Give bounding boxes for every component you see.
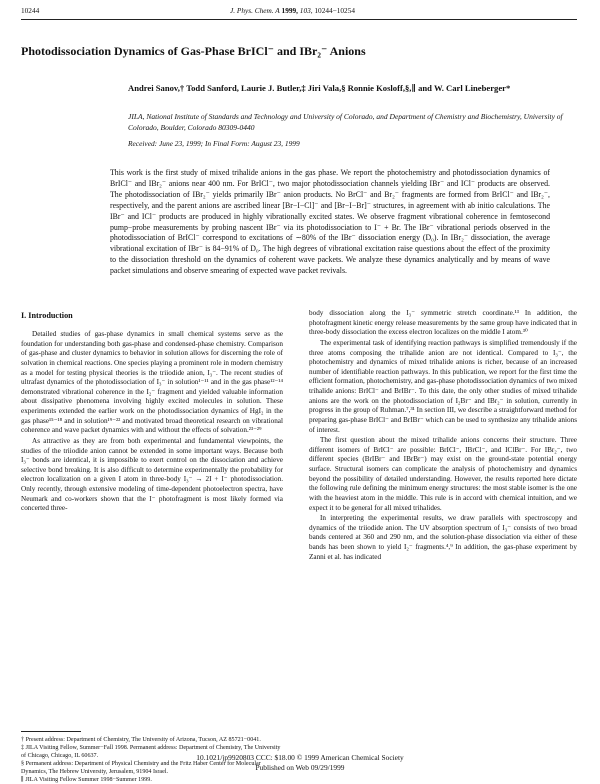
paragraph: In interpreting the experimental results, we draw parallels with spectroscopy and dynamics of the triiodide anion. The UV absorption spectrum of I₃⁻ consists of two broad bands centered at 360 and 290 nm, and the solution-phase dissociation via either of these bands has been shown to yield I₂⁻ fragments.⁴,⁹ In addition, the gas-phase experiment by Zanni et al. has indicated: [309, 514, 577, 561]
published-date: Published on Web 09/29/1999: [255, 762, 345, 772]
journal-year: 1999,: [281, 6, 298, 15]
column-right: [309, 309, 577, 562]
affiliation: JILA, National Institute of Standards and Technology and University of Colorado, and Department of Chemistry and Biochemistry, University of Colorado, Boulder, Colorado 80309-0440: [128, 112, 563, 132]
paragraph: The first question about the mixed trihalide anions concerns their structure. Three different isomers of BrICl⁻ are possible: BrICl⁻, IBrCl⁻, and IClBr⁻. For IBr₂⁻, two different species (BrIBr⁻ and IBrBr⁻) may exist on the ground-state potential energy surface. Structural isomers can complicate the analysis of photochemistry and dynamics beyond the possibility of detailed understanding. However, the results reported here dictate the following rule defining the minimum energy structures: the most stable isomer is the one with the heaviest atom in the middle. This rule is in accord with chemical intuition, and we expect it to be general for all mixed trihalides.: [309, 436, 577, 512]
paragraph: As attractive as they are from both experimental and fundamental viewpoints, the studies of the triiodide anion cannot be extended in some important ways. Because both I₃⁻ bonds are identical, it is impossible to exert control on the dissociation and achieve selective bond breaking. It is also difficult to determine experimentally the probability for electron localization on a given I atom in three-body I₃⁻ → 2I + I⁻ photodissociation. Only recently, through extensive modeling of time-dependent photoelectron spectra, have Neumark and co-workers shown that the I⁻ photofragment is most likely formed via concerted three-: [21, 436, 283, 513]
section-heading: I. Introduction: [21, 311, 73, 320]
column-left: [21, 330, 283, 514]
paragraph: body dissociation along the I₃⁻ symmetric stretch coordinate.¹³ In addition, the photofragment kinetic energy release measurements by the same group have indicated that in three-body dissociation the excess electron localizes on the middle I atom.³⁰: [309, 309, 577, 337]
article-title: Photodissociation Dynamics of Gas-Phase BrICl⁻ and IBr₂⁻ Anions: [21, 44, 366, 58]
header-rule: [21, 19, 577, 20]
footnote: ∥ JILA Visiting Fellow Summer 1998−Summer 1999.: [21, 777, 152, 783]
journal-volume: 103,: [299, 6, 313, 15]
doi-copyright-line: 10.1021/jp9920803 CCC: $18.00 © 1999 American Chemical Society: [196, 753, 404, 762]
journal-citation: [230, 6, 355, 15]
footnote: § Permanent address: Department of Physical Chemistry and the Fritz Haber Center for Molecular Dynamics, The Hebrew University, Jerusalem, 91904 Israel.: [21, 761, 261, 775]
received-dates: Received: June 23, 1999; In Final Form: August 23, 1999: [128, 139, 300, 148]
paragraph: Detailed studies of gas-phase dynamics in small chemical systems serve as the foundation for understanding both gas-phase and condensed-phase chemistry. Comparison of gas-phase and cluster dynamics to behavior in solution allows for discerning the role of solvation in chemical reactions. One species playing a prominent role in modern chemistry as a model for testing physical theories is the triiodide anion, I₃⁻. The recent studies of ultrafast dynamics of the photodissociation of I₃⁻ in solution¹⁻¹¹ and in the gas phase¹²⁻¹⁴ demonstrated vibrational coherence in the I₂⁻ fragment and yielded valuable information about dissipative phenomena involving highly excited molecules in solution. These experiments extended the earlier work on the photodissociation dynamics of HgI₂ in the gas phase¹⁵⁻¹⁸ and in solution¹⁹⁻²² and motivated broad theoretical research on vibrational coherence and wave packet dynamics with and without the effects of solvation.²³⁻²⁹: [21, 330, 283, 435]
footnote-rule: [21, 731, 81, 732]
footnote: ‡ JILA Visiting Fellow, Summer−Fall 1998. Permanent address: Department of Chemistry, The University of Chicago, Chicago, IL 60637.: [21, 745, 281, 759]
page-number: 10244: [21, 6, 40, 15]
journal-name: J. Phys. Chem. A: [230, 6, 280, 15]
journal-pages: 10244−10254: [314, 6, 356, 15]
author-list: Andrei Sanov,† Todd Sanford, Laurie J. Butler,‡ Jiri Vala,§ Ronnie Kosloff,§,∥ and W. Carl Lineberger*: [128, 83, 511, 93]
footnote: † Present address: Department of Chemistry, The University of Arizona, Tucson, AZ 85721−0041.: [21, 737, 261, 743]
page-footer: [100, 753, 500, 772]
paragraph: The experimental task of identifying reaction pathways is simplified tremendously if the three atoms composing the trihalide anion are not identical. Compared to I₃⁻, the photochemistry and dynamics of mixed trihalide anions is richer, because of an increased number of identifiable reaction pathways. In this publication, we report for the first time the efficient formation, photochemistry, and gas-phase photodissociation dynamics of two mixed trihalide anions: BrICl⁻ and BrIBr⁻. To this date, the only other studies of mixed trihalide anions are the work on the photodissociation of I₂Br⁻ and IBr₂⁻ in solution, currently in progress in the group of Ruhman.⁷,³¹ In section III, we describe a straightforward method for preparing gas-phase BrICl⁻ and BrIBr⁻ which can be used to synthesize any trihalide anions of interest.: [309, 338, 577, 434]
abstract: This work is the first study of mixed trihalide anions in the gas phase. We report the photochemistry and photodissociation dynamics of BrICl⁻ and IBr₂⁻ anions near 400 nm. For BrICl⁻, two major photodissociation channels yielding IBr⁻ and ICl⁻ products are observed. The photodissociation of IBr₂⁻ yields primarily IBr⁻ anion products. No BrCl⁻ and Br₂⁻ fragments are formed from BrICl⁻ and IBr₂⁻, respectively, and the parent anions are ascribed linear [Br−I−Cl]⁻ and [Br−I−Br]⁻ structures, in agreement with ab initio calculations. The IBr⁻ and ICl⁻ products are produced in highly vibrationally excited states. We observe fragment vibrational coherence in femtosecond pump−probe measurements by probing nascent IBr⁻ via its photodissociation to I⁻ + Br. The IBr⁻ vibrational periods observed in the photodissociation of BrICl⁻ correspond to excitations of ∼80% of the IBr⁻ dissociation energy (D₀). In IBr₂⁻ dissociation, the average vibrational excitation of IBr⁻ is 84−91% of D₀. The high degrees of vibrational excitation raise questions about the effect of the proximity to the dissociation threshold on the dynamics of coherent wave packets. We analyze these dynamics analytically and by means of wave packet simulations and observe smearing of expected wave packet revivals.: [110, 168, 550, 276]
